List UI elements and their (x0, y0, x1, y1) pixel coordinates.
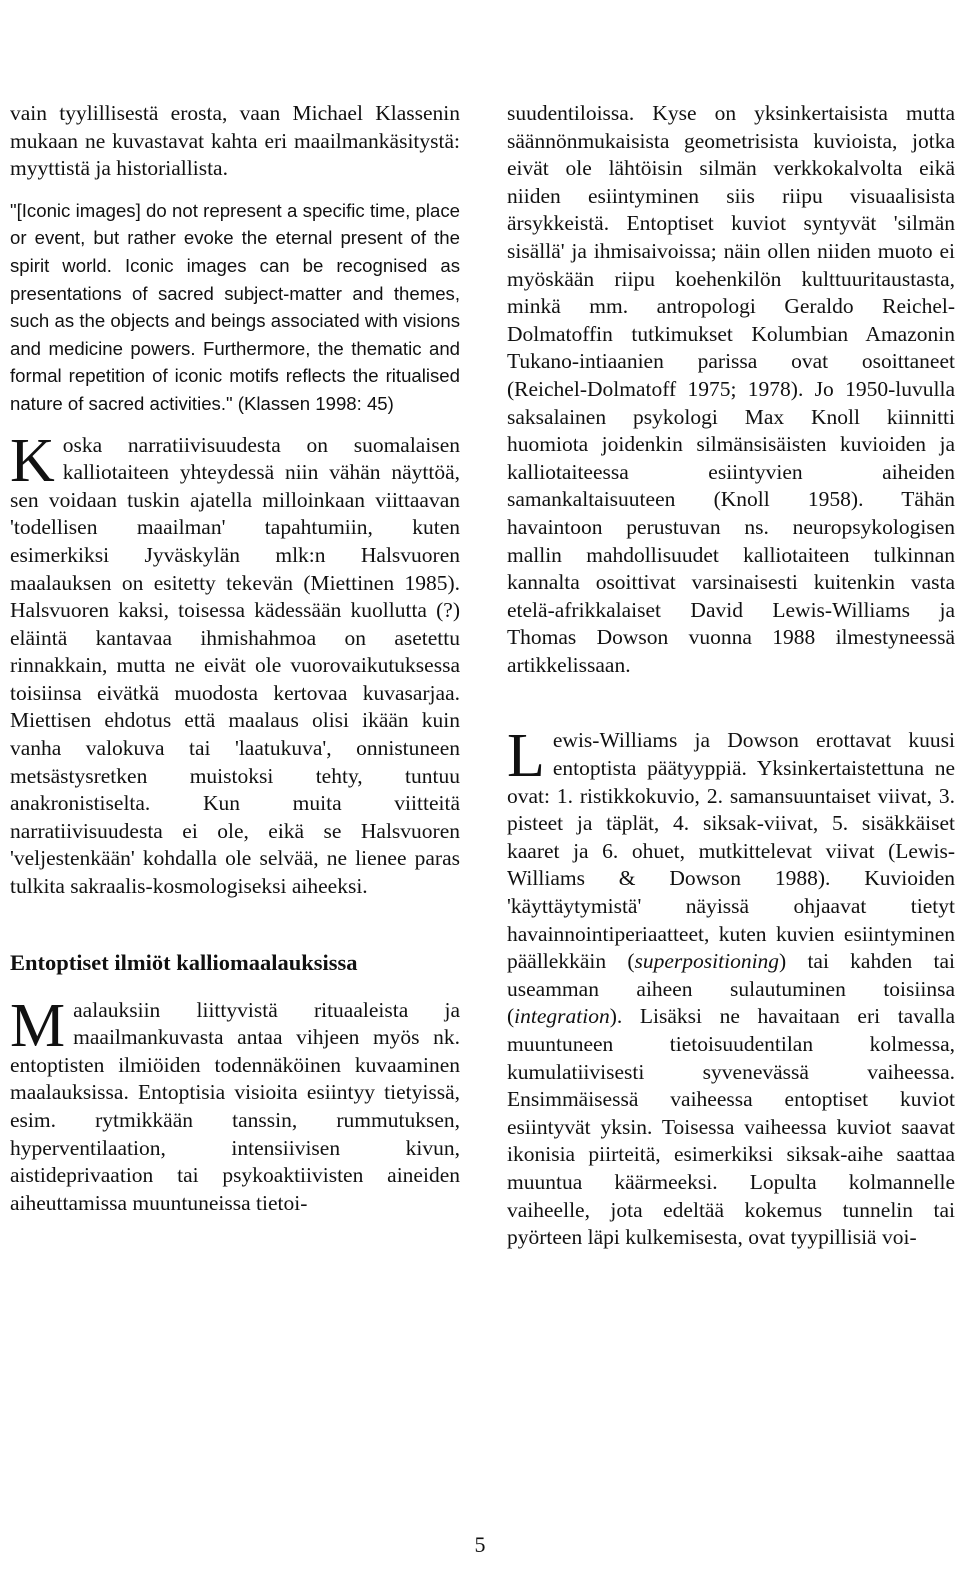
paragraph-text: ) tai kahden tai useamman aiheen sulautuminen toisiinsa ( (507, 949, 955, 1029)
paragraph-dropcap (507, 722, 955, 1251)
left-column (10, 100, 460, 1217)
block-quote: "[Iconic images] do not represent a specific time, place or event, but rather evoke the eternal present of the spirit world. Iconic images can be recognised as presentations of sacred subject-matter and themes, such as the objects and beings associated with visions and medicine powers. Furthermore, the thematic and formal repetition of iconic motifs reflects the ritualised nature of sacred activities." (Klassen 1998: 45) (10, 199, 460, 414)
paragraph: suudentiloissa. Kyse on yksinkertaisista mutta säännönmukaisista geometrisista kuvioista, jotka eivät ole lähtöisin silmän verkkokalvolta eikä niiden esiintyminen siis riipu visuaalisista ärsykkeistä. Entoptiset kuviot syntyvät 'silmän sisällä' ja ihmisaivoissa; näin ollen niiden muoto ei myöskään riipu koehenkilön kulttuuritaustasta, minkä mm. antropologi Geraldo Reichel-Dolmatoffin tutkimukset Kolumbian Amazonin Tukano-intiaanien parissa ovat osoittaneet (Reichel-Dolmatoff 1975; 1978). Jo 1950-luvulla saksalainen psykologi Max Knoll kiinnitti huomiota joidenkin silmänsisäisten kuvioiden ja kalliotaiteessa esiintyvien aiheiden samankaltaisuuteen (Knoll 1958). Tähän havaintoon perustuvan ns. neuropsykologisen mallin mahdollisuudet kalliotaiteen tulkinnan kannalta osoittivat varsinaisesti kuitenkin vasta etelä-afrikkalaiset David Lewis-Williams ja Thomas Dowson vuonna 1988 ilmestyneessä artikkelissaan. (507, 101, 955, 677)
section-heading: Entoptiset ilmiöt kalliomaalauksissa (10, 949, 358, 975)
right-column (507, 100, 955, 1252)
drop-cap: M (10, 991, 66, 1060)
paragraph-text: ). Lisäksi ne havaitaan eri tavalla muuntuneen tietoisuudentilan kolmessa, kumulatiivisesti syvenevässä vaiheessa. Ensimmäisessä vaiheessa entoptiset kuviot esiintyvät yksin. Toisessa vaiheessa kuviot saavat ikonisia piirteitä, esimerkiksi siksak-aihe saattaa muuntua käärmeeksi. Lopulta kolmannelle vaiheelle, jota edeltää kokemus tunnelin tai pyörteen läpi kulkemisesta, ovat tyypillisiä voi- (507, 1004, 955, 1250)
paragraph-text: aalauksiin liittyvistä rituaaleista ja maailmankuvasta antaa vihjeen myös nk. entoptisten ilmiöiden todennäköinen kuvaaminen maalauksissa. Entoptisia visioita esiintyy tietyissä, esim. rytmikkään tanssin, rummutuksen, hyperventilaation, intensiivisen kivun, aistideprivaation tai psykoaktiivisten aineiden aiheuttamissa muuntuneissa tietoi- (10, 997, 460, 1215)
term-italic: integration (514, 1004, 610, 1029)
page-number: 5 (474, 1532, 486, 1557)
paragraph-text: oska narratiivisuudesta on suomalaisen kalliotaiteen yhteydessä niin vähän näyttöä, sen voidaan tuskin ajatella milloinkaan viittaavan 'todellisen maailman' tapahtumiin, kuten esimerkiksi Jyväskylän mlk:n Halsvuoren maalauksen on esitetty tekevän (Miettinen 1985). Halsvuoren kaksi, toisessa kädessään kuollutta (?) eläintä kantavaa ihmishahmoa on asetettu rinnakkain, mutta ne eivät ole vuorovaikutuksessa toisiinsa eivätkä muodosta kertovaa kuvasarjaa. Miettisen ehdotus että maalaus olisi ikään kuin vanha valokuva tai 'laatukuva', onnistuneen metsästysretken muistoksi tehty, tuntuu anakronistiselta. Kun muita viitteitä narratiivisuudesta ei ole, eikä se Halsvuoren 'veljestenkään' kohdalla ole selvää, ne lienee paras tulkita sakraalis-kosmologiseksi aiheeksi. (10, 432, 460, 899)
term-italic: superpositioning (634, 949, 780, 974)
paragraph-text: ewis-Williams ja Dowson erottavat kuusi entoptista päätyyppiä. Yksinkertaistettuna ne ovat: 1. ristikkokuvio, 2. samansuuntaiset viivat, 3. pisteet ja täplät, 4. siksak-viivat, 5. sisäkkäiset kaaret ja 6. ohuet, mutkittelevat viivat (Lewis-Williams & Dowson 1988). Kuvioiden 'käyttäytymistä' näyissä ohjaavat tietyt havainnointiperiaatteet, kuten kuvien esiintyminen päällekkäin ( (507, 728, 955, 974)
drop-cap: L (507, 722, 545, 791)
paragraph-dropcap (10, 426, 460, 901)
drop-cap: K (10, 426, 55, 495)
paragraph: vain tyylillisestä erosta, vaan Michael Klassenin mukaan ne kuvastavat kahta eri maailmankäsitystä: myyttistä ja historiallista. (10, 101, 460, 181)
paragraph-dropcap (10, 991, 460, 1218)
